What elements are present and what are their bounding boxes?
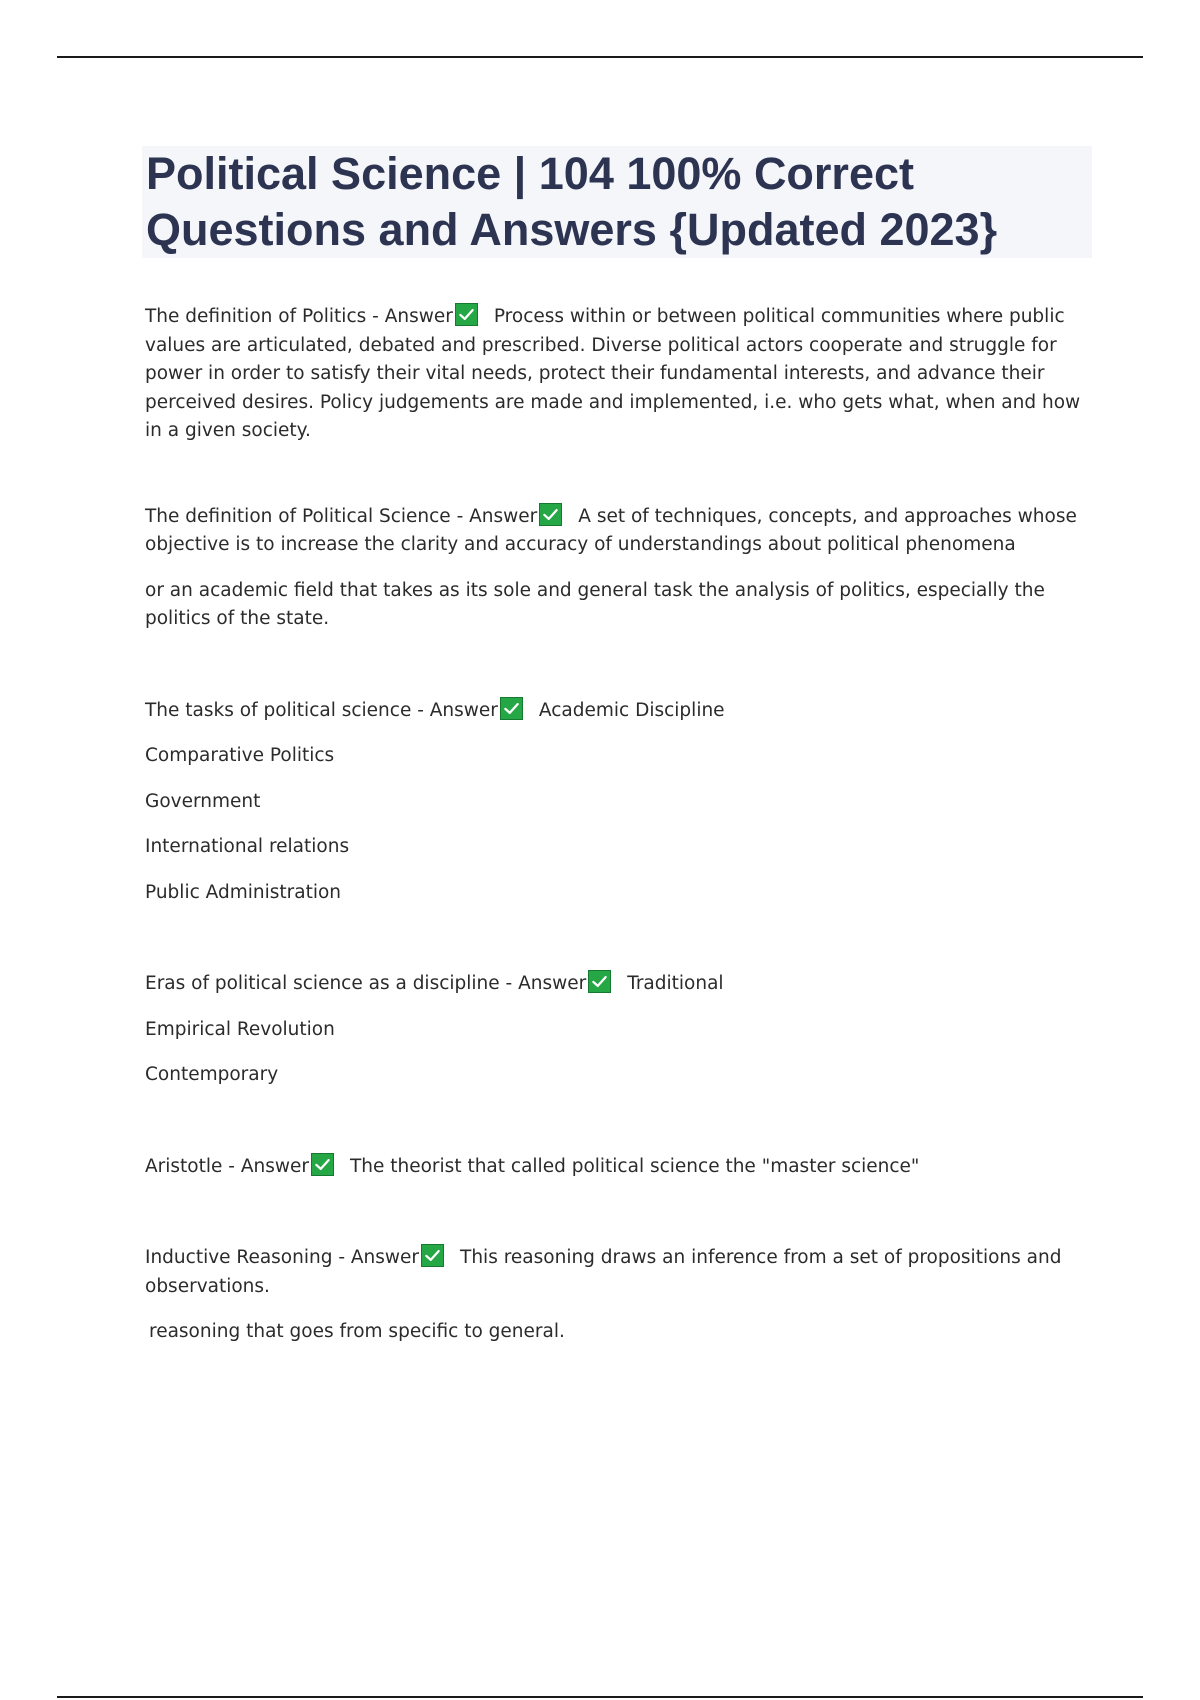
answer-text: This reasoning draws an inference from a set of propositions and observations. xyxy=(145,1247,1062,1297)
page-title: Political Science | 104 100% Correct Questions and Answers {Updated 2023} xyxy=(146,148,998,255)
answer-text: The theorist that called political science the "master science" xyxy=(349,1155,920,1177)
question-text: The tasks of political science - Answer xyxy=(145,699,498,721)
answer-line: Government xyxy=(145,790,261,812)
answer-text: Process within or between political communities where public values are articulated, debated and prescribed. Diverse political actors cooperate and struggle for power in order to satisfy their vital needs, protect their fundamental interests, and advance their perceived desires. Policy judgements are made and implemented, i.e. who gets what, when and how in a given society. xyxy=(145,306,1081,441)
green-check-icon xyxy=(421,1244,444,1267)
qa-item xyxy=(145,1153,1085,1182)
answer-text: Academic Discipline xyxy=(538,699,725,721)
answer-line: Empirical Revolution xyxy=(145,1018,335,1040)
green-check-icon xyxy=(539,503,562,526)
qa-item xyxy=(145,697,1085,726)
answer-line: Contemporary xyxy=(145,1064,279,1085)
qa-item xyxy=(145,303,1085,446)
question-text: Inductive Reasoning - Answer xyxy=(145,1247,420,1268)
qa-item xyxy=(145,970,1085,999)
qa-item xyxy=(145,503,1085,560)
question-text: The definition of Politics - Answer xyxy=(145,306,453,327)
title-box xyxy=(142,146,1092,258)
answer-line: Comparative Politics xyxy=(145,745,335,766)
answer-text: Traditional xyxy=(627,973,724,994)
answer-line: reasoning that goes from specific to general. xyxy=(149,1321,565,1342)
green-check-icon xyxy=(500,697,523,720)
qa-item xyxy=(145,1244,1085,1301)
bottom-rule xyxy=(57,1696,1143,1698)
green-check-icon xyxy=(455,303,478,326)
answer-line: Public Administration xyxy=(145,881,342,903)
answer-line: or an academic field that takes as its sole and general task the analysis of politics, especially the politics of the state. xyxy=(145,579,1045,629)
answer-line: International relations xyxy=(145,836,350,857)
green-check-icon xyxy=(588,970,611,993)
question-text: Aristotle - Answer xyxy=(145,1155,309,1177)
top-rule xyxy=(57,56,1143,58)
question-text: Eras of political science as a discipline - Answer xyxy=(145,973,587,994)
question-text: The definition of Political Science - Answer xyxy=(145,505,538,527)
green-check-icon xyxy=(311,1153,334,1176)
answer-text: A set of techniques, concepts, and approaches whose objective is to increase the clarity and accuracy of understandings about political phenomena xyxy=(145,505,1077,555)
qa-content xyxy=(145,303,1085,1347)
